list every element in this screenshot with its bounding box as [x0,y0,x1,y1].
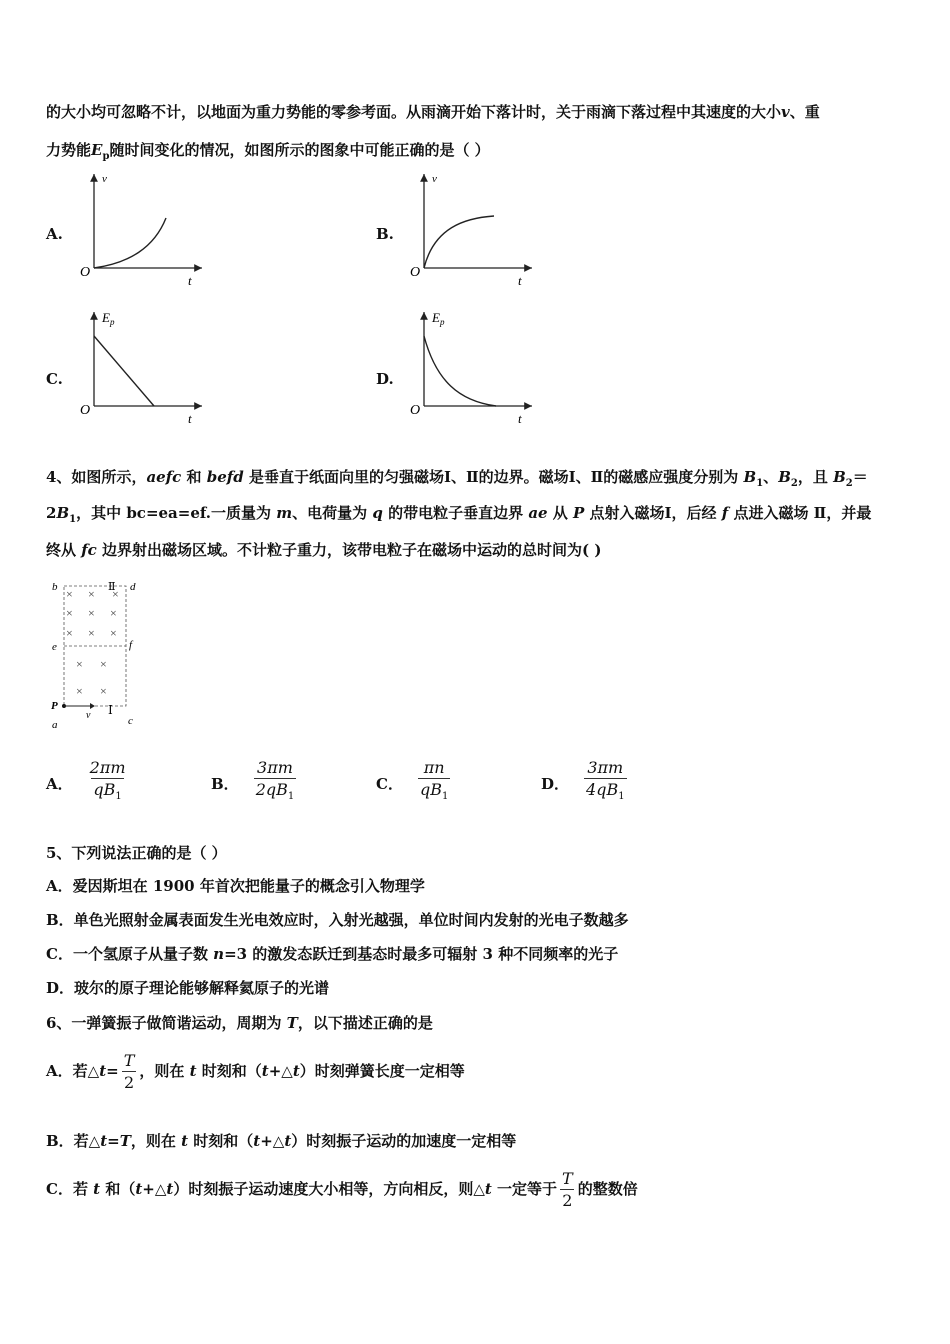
svg-text:×: × [66,626,73,640]
q6-stem: 6、一弹簧振子做简谐运动，周期为 T，以下描述正确的是 [46,1014,433,1032]
curve [424,336,496,406]
q3-option-d-label: D. [376,370,394,388]
fraction: $\frac{3\pi m}{4qB_1}$ [584,758,627,808]
origin-label: O [410,403,421,418]
q5-option-b[interactable]: B．单色光照射金属表面发生光电效应时，入射光越强，单位时间内发射的光电子数越多 [46,911,629,929]
t-label: t [188,273,192,288]
label-c: c [128,715,133,727]
svg-text:×: × [88,587,95,601]
fraction-t-over-2: $\frac{T}{2}$ [562,1168,573,1210]
label-p: P [51,700,58,712]
q3-option-b-label: B. [376,225,394,243]
q4-line1: 4、如图所示，aefc 和 befd 是垂直于纸面向里的匀强磁场Ⅰ、Ⅱ的边界。磁场Ⅰ、Ⅱ的磁感应强度分别为 $B_1$、$B_2$，且 $B_2=$ [46,468,868,489]
q3-option-a-label: A. [46,225,63,243]
fraction: $\frac{2\pi m}{qB_1}$ [88,758,128,808]
fraction: $\frac{\pi n}{qB_1}$ [418,758,450,808]
q6-option-c[interactable]: C．若 t 和（t+△t）时刻振子运动速度大小相等，方向相反，则△t 一定等于 $\frac{T}{2}$ 的整数倍 [46,1168,638,1210]
q4-answer-b[interactable]: B． $\frac{3\pi m}{2qB_1}$ [211,758,299,808]
curve [94,218,166,268]
v-label: v [102,173,107,185]
origin-label: O [80,265,91,280]
fraction-t-over-2: $\frac{T}{2}$ [123,1050,135,1092]
graph-a [74,168,214,292]
svg-text:×: × [100,657,107,671]
ep-label: $E_p$ [102,310,115,327]
t-label: t [188,411,192,426]
q6-option-a[interactable]: A．若△t= $\frac{T}{2}$ ，则在 t 时刻和（t+△t）时刻弹簧长度一定相等 [46,1050,465,1092]
q4-answer-a[interactable]: A． $\frac{2\pi m}{qB_1}$ [46,758,131,808]
svg-text:×: × [88,606,95,620]
q4-line2: $2B_1$，其中 bc=ea=ef.一质量为 m、电荷量为 q 的带电粒子垂直边界 ae 从 P 点射入磁场Ⅰ，后经 f 点进入磁场 Ⅱ，并最 [46,504,872,525]
q5-option-d[interactable]: D．玻尔的原子理论能够解释氦原子的光谱 [46,979,330,997]
svg-text:×: × [100,684,107,698]
svg-text:×: × [66,606,73,620]
ep-label: $E_p$ [432,310,445,327]
label-a: a [52,719,58,731]
label-v: v [86,710,91,721]
svg-text:×: × [110,626,117,640]
svg-text:×: × [88,626,95,640]
q3-line2: 力势能$E_p$随时间变化的情况，如图所示的图象中可能正确的是（ ） [46,141,490,162]
svg-text:×: × [112,587,119,601]
q3-option-c-label: C. [46,370,63,388]
label-e: e [52,641,57,653]
curve [424,216,494,268]
label-f: f [129,639,133,651]
origin-label: O [410,265,421,280]
label-d: d [130,581,136,593]
q5-option-a[interactable]: A．爱因斯坦在 1900 年首次把能量子的概念引入物理学 [46,877,425,895]
label-b: b [52,581,58,593]
label-region2: Ⅱ [108,581,116,593]
graph-b [404,168,544,292]
svg-text:×: × [76,657,83,671]
origin-label: O [80,403,91,418]
q5-option-c[interactable]: C．一个氢原子从量子数 n=3 的激发态跃迁到基态时最多可辐射 3 种不同频率的光子 [46,945,619,963]
q6-option-b[interactable]: B．若△t=T，则在 t 时刻和（t+△t）时刻振子运动的加速度一定相等 [46,1132,517,1150]
graph-d [404,306,544,430]
t-label: t [518,411,522,426]
v-label: v [432,173,437,185]
magnetic-field-figure [46,576,156,736]
velocity-arrowhead [90,703,95,709]
q3-line1: 的大小均可忽略不计，以地面为重力势能的零参考面。从雨滴开始下落计时，关于雨滴下落过程中其速度的大小v、重 [46,103,820,121]
fraction: $\frac{3\pi m}{2qB_1}$ [254,758,297,808]
field-crosses [66,587,119,698]
q5-stem: 5、下列说法正确的是（ ） [46,844,227,862]
q4-answer-c[interactable]: C． $\frac{\pi n}{qB_1}$ [376,758,453,808]
svg-text:×: × [76,684,83,698]
line [94,336,154,406]
graph-c [74,306,214,430]
t-label: t [518,273,522,288]
label-region1: Ⅰ [108,703,113,717]
svg-text:×: × [110,606,117,620]
q4-line3: 终从 fc 边界射出磁场区域。不计粒子重力，该带电粒子在磁场中运动的总时间为( ) [46,541,602,559]
q3-v: v [781,103,790,121]
q4-answer-d[interactable]: D． $\frac{3\pi m}{4qB_1}$ [541,758,630,808]
svg-text:×: × [66,587,73,601]
